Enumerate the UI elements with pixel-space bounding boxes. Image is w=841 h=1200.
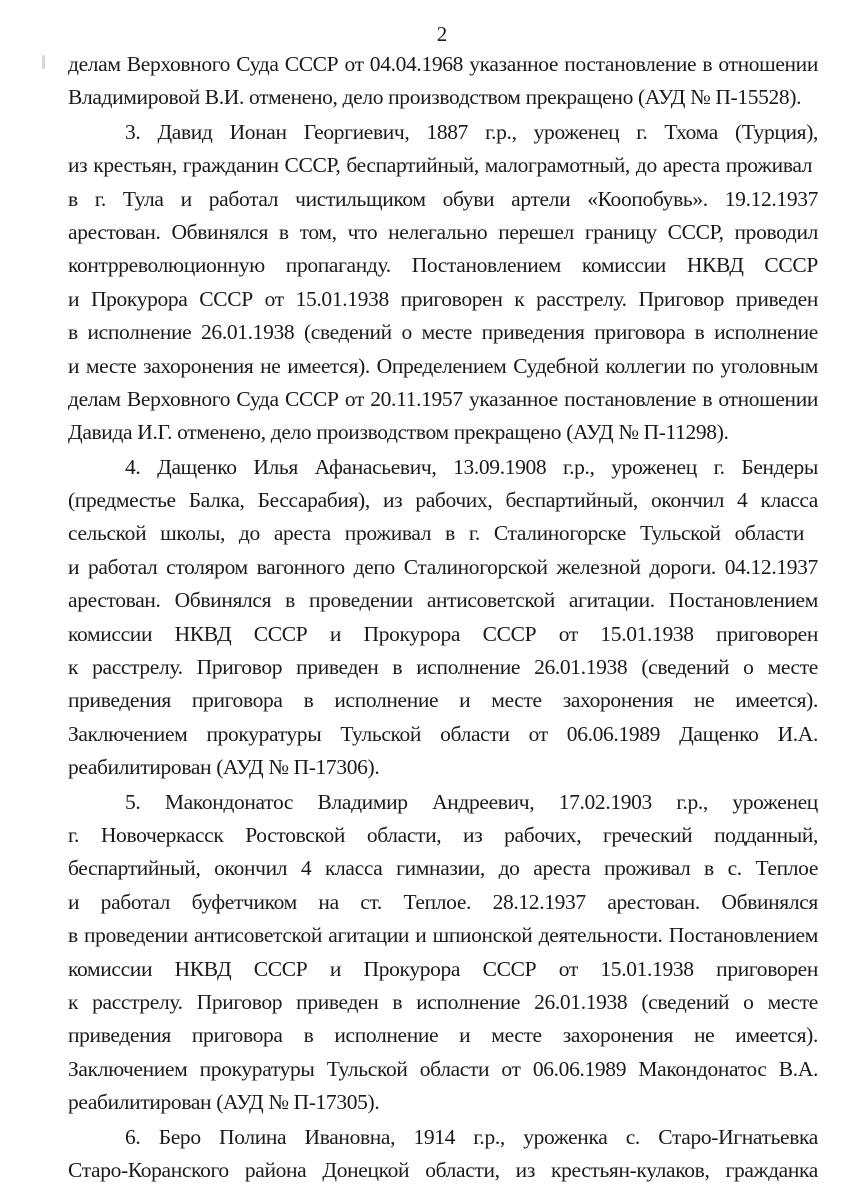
text-line: Владимировой В.И. отменено, дело производством прекращено (АУД № П-15528).	[68, 85, 802, 110]
document-body	[68, 48, 818, 1188]
text-line: реабилитирован (АУД № П-17305).	[68, 1090, 380, 1115]
text-line: 3. Давид Ионан Георгиевич, 1887 г.р., уроженец г. Тхома (Турция),	[125, 119, 819, 144]
text-line: арестован. Обвинялся в том, что нелегально перешел границу СССР, проводил	[68, 219, 819, 244]
text-line: комиссии НКВД СССР и Прокурора СССР от 15.01.1938 приговорен	[68, 956, 819, 981]
text-line: и Прокурора СССР от 15.01.1938 приговорен к расстрелу. Приговор приведен	[68, 286, 819, 311]
text-line: Заключением прокуратуры Тульской области от 06.06.1989 Макондонатос В.А.	[68, 1056, 819, 1081]
text-line: Давида И.Г. отменено, дело производством прекращено (АУД № П-11298).	[68, 420, 729, 445]
text-line: Старо-Коранского района Донецкой области, из крестьян-кулаков, гражданка	[68, 1157, 818, 1182]
text-line: из крестьян, гражданин СССР, беспартийный, малограмотный, до ареста проживал	[68, 153, 813, 178]
text-line: к расстрелу. Приговор приведен в исполнение 26.01.1938 (сведений о месте	[68, 989, 818, 1014]
scan-artifact	[42, 55, 45, 69]
text-line: в проведении антисоветской агитации и шпионской деятельности. Постановлением	[68, 923, 818, 948]
paragraph-continuation	[68, 48, 818, 115]
text-line: и месте захоронения не имеется). Определением Судебной коллегии по уголовным	[68, 353, 818, 378]
paragraph-entry-6	[68, 1121, 818, 1188]
text-line: сельской школы, до ареста проживал в г. Сталиногорске Тульской области	[68, 521, 805, 546]
text-line: приведения приговора в исполнение и месте захоронения не имеется).	[68, 1023, 818, 1048]
page-number: 2	[436, 22, 448, 46]
text-line: комиссии НКВД СССР и Прокурора СССР от 15.01.1938 приговорен	[68, 621, 819, 646]
text-line: к расстрелу. Приговор приведен в исполнение 26.01.1938 (сведений о месте	[68, 655, 818, 680]
text-line: делам Верховного Суда СССР от 04.04.1968 указанное постановление в отношении	[68, 52, 818, 76]
text-line: контрреволюционную пропаганду. Постановлением комиссии НКВД СССР	[68, 253, 819, 278]
text-line: и работал буфетчиком на ст. Теплое. 28.12.1937 арестован. Обвинялся	[68, 889, 818, 914]
text-line: 5. Макондонатос Владимир Андреевич, 17.02.1903 г.р., уроженец	[125, 789, 818, 814]
text-line: г. Новочеркасск Ростовской области, из рабочих, греческий подданный,	[68, 822, 819, 847]
text-line: арестован. Обвинялся в проведении антисоветской агитации. Постановлением	[68, 588, 818, 613]
text-line: в исполнение 26.01.1938 (сведений о месте приведения приговора в исполнение	[68, 320, 818, 345]
text-line: и работал столяром вагонного депо Сталиногорской железной дороги. 04.12.1937	[68, 554, 818, 579]
text-line: реабилитирован (АУД № П-17306).	[68, 755, 380, 780]
text-line: 4. Дащенко Илья Афанасьевич, 13.09.1908 г.р., уроженец г. Бендеры	[125, 454, 818, 479]
text-line: 6. Беро Полина Ивановна, 1914 г.р., уроженка с. Старо-Игнатьевка	[125, 1124, 818, 1149]
text-line: делам Верховного Суда СССР от 20.11.1957 указанное постановление в отношении	[68, 386, 819, 411]
text-line: беспартийный, окончил 4 класса гимназии, до ареста проживал в с. Теплое	[68, 856, 819, 881]
text-line: приведения приговора в исполнение и месте захоронения не имеется).	[68, 688, 818, 713]
text-line: в г. Тула и работал чистильщиком обуви артели «Коопобувь». 19.12.1937	[68, 186, 819, 211]
paragraph-entry-3	[68, 116, 818, 450]
paragraph-entry-5	[68, 786, 818, 1120]
text-line: (предместье Балка, Бессарабия), из рабочих, беспартийный, окончил 4 класса	[68, 488, 818, 513]
text-line: Заключением прокуратуры Тульской области от 06.06.1989 Дащенко И.А.	[68, 721, 819, 746]
paragraph-entry-4	[68, 451, 818, 785]
